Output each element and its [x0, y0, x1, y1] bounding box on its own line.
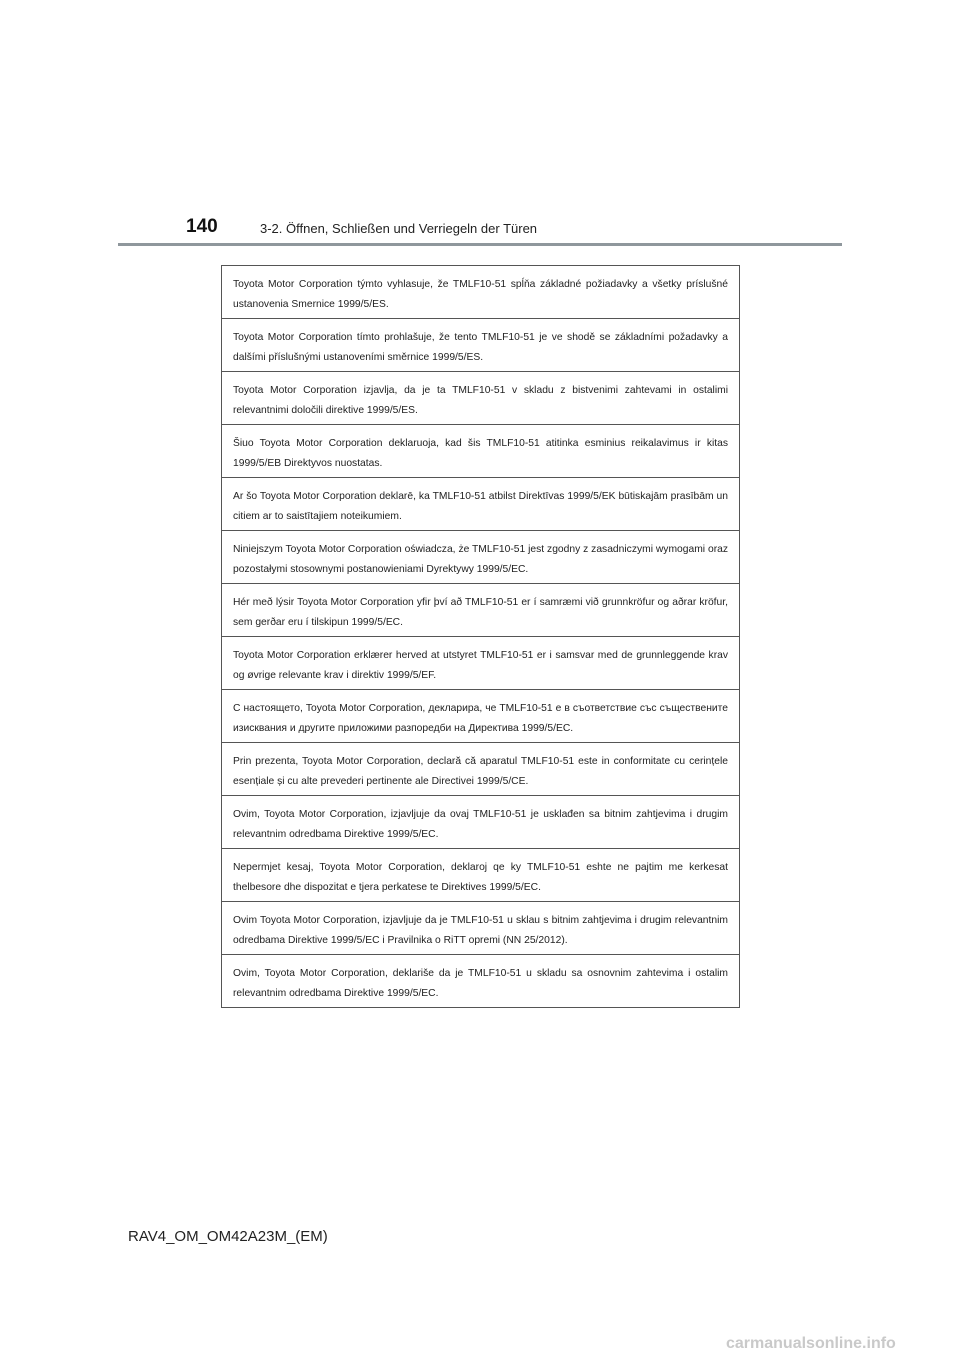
- declaration-norwegian: Toyota Motor Corporation erklærer herved at utstyret TMLF10-51 er i samsvar med de grunnleggende krav og øvrige relevante krav i direktiv 1999/5/EF.: [222, 637, 739, 690]
- declaration-albanian: Nepermjet kesaj, Toyota Motor Corporation, deklaroj qe ky TMLF10-51 eshte ne pajtim me kerkesat thelbesore dhe dispozitat e tjera perkatese te Direktives 1999/5/EC.: [222, 849, 739, 902]
- declaration-icelandic: Hér með lýsir Toyota Motor Corporation yfir því að TMLF10-51 er í samræmi við grunnkröfur og aðrar kröfur, sem gerðar eru í tilskipun 1999/5/EC.: [222, 584, 739, 637]
- declaration-czech: Toyota Motor Corporation tímto prohlašuje, že tento TMLF10-51 je ve shodě se základními požadavky a dalšími příslušnými ustanoveními směrnice 1999/5/ES.: [222, 319, 739, 372]
- declaration-lithuanian: Šiuo Toyota Motor Corporation deklaruoja, kad šis TMLF10-51 atitinka esminius reikalavimus ir kitas 1999/5/EB Direktyvos nuostatas.: [222, 425, 739, 478]
- declaration-slovak: Toyota Motor Corporation týmto vyhlasuje, že TMLF10-51 spĺňa základné požiadavky a všetky príslušné ustanovenia Smernice 1999/5/ES.: [222, 266, 739, 319]
- declaration-serbian: Ovim, Toyota Motor Corporation, deklariše da je TMLF10-51 u skladu sa osnovnim zahtevima i ostalim relevantnim odredbama Direktive 1999/5/EC.: [233, 968, 728, 999]
- watermark: carmanualsonline.info: [726, 1335, 896, 1352]
- section-title: 3-2. Öffnen, Schließen und Verriegeln der Türen: [260, 221, 538, 236]
- manual-code: RAV4_OM_OM42A23M_(EM): [128, 1228, 328, 1245]
- declaration-croatian: Ovim Toyota Motor Corporation, izjavljuje da je TMLF10-51 u sklau s bitnim zahtjevima i drugim relevantnim odredbama Direktive 1999/5/EC i Pravilnika o RiTT opremi (NN 25/2012).: [222, 902, 739, 955]
- header-rule: [118, 243, 842, 246]
- declaration-bosnian: Ovim, Toyota Motor Corporation, izjavljuje da ovaj TMLF10-51 je usklađen sa bitnim zahtjevima i drugim relevantnim odredbama Direktive 1999/5/EC.: [222, 796, 739, 849]
- declaration-bulgarian: С настоящето, Toyota Motor Corporation, декларира, че TMLF10-51 е в съответствие със съществените изисквания и другите приложими разпоредби на Директива 1999/5/ЕС.: [222, 690, 739, 743]
- declaration-table: [221, 265, 740, 1008]
- declaration-latvian: Ar šo Toyota Motor Corporation deklarē, ka TMLF10-51 atbilst Direktīvas 1999/5/EK būtiskajām prasībām un citiem ar to saistītajiem noteikumiem.: [222, 478, 739, 531]
- declaration-romanian: Prin prezenta, Toyota Motor Corporation, declară că aparatul TMLF10-51 este in conformitate cu cerințele esențiale și cu alte prevederi pertinente ale Directivei 1999/5/CE.: [222, 743, 739, 796]
- page-number: 140: [186, 216, 218, 237]
- declaration-slovenian: Toyota Motor Corporation izjavlja, da je ta TMLF10-51 v skladu z bistvenimi zahtevami in ostalimi relevantnimi določili direktive 1999/5/ES.: [222, 372, 739, 425]
- declaration-polish: Niniejszym Toyota Motor Corporation oświadcza, że TMLF10-51 jest zgodny z zasadniczymi wymogami oraz pozostałymi stosownymi postanowieniami Dyrektywy 1999/5/EC.: [222, 531, 739, 584]
